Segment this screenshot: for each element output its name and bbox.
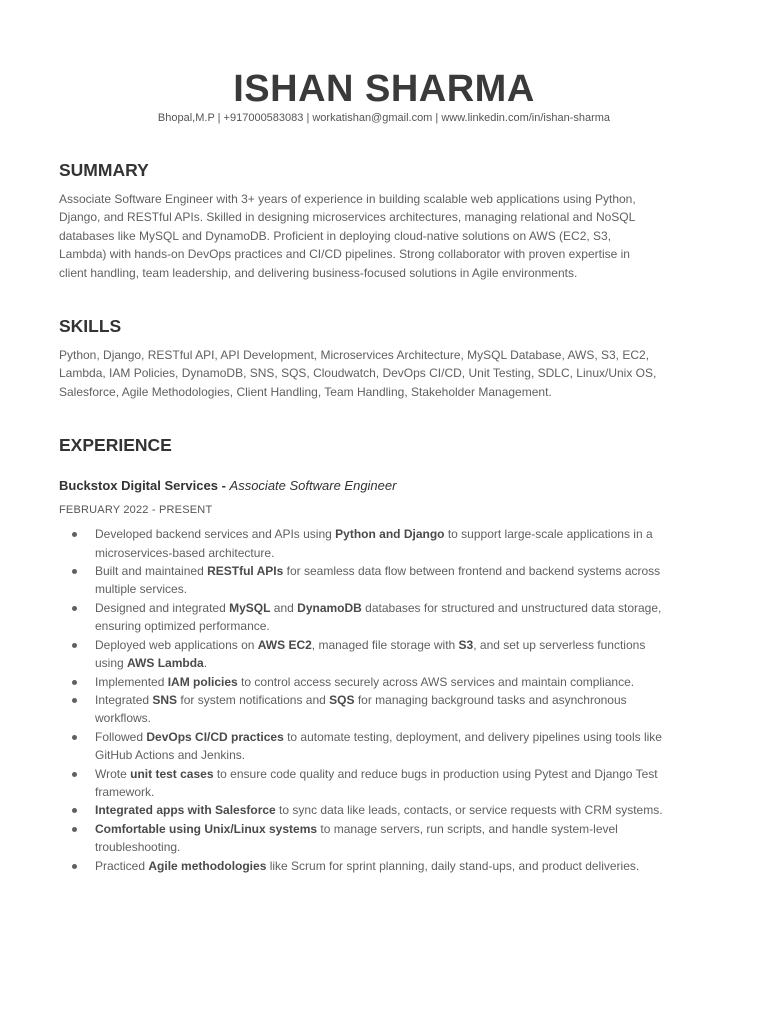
bullet-bold-text: AWS EC2 (257, 637, 312, 652)
bullet-text: Implemented (95, 674, 168, 689)
bullet-text: Developed backend services and APIs using (95, 527, 336, 542)
bullet-item (59, 525, 675, 562)
bullet-text: to sync data like leads, contacts, or service requests with CRM systems. (275, 803, 663, 818)
bullet-bold-text: S3 (458, 637, 474, 652)
bullet-bold-text: Agile methodologies (148, 858, 267, 873)
contact-line: Bhopal,M.P | +917000583083 | workatishan@gmail.com | www.linkedin.com/in/ishan-sharma (157, 112, 611, 124)
job-role: Associate Software Engineer (229, 478, 397, 494)
bullet-bold-text: RESTful APIs (207, 564, 284, 579)
summary-text: Associate Software Engineer with 3+ years of experience in building scalable web applications using Python, Django, and RESTful APIs. Skilled in designing microservices architectures, managing relational and NoSQL databases like MySQL and DynamoDB. Proficient in deploying cloud-native solutions on AWS (EC2, S3, Lambda) with hands-on DevOps practices and CI/CD pipelines. Strong collaborator with proven expertise in client handling, team leadership, and delivering business-focused solutions in Agile environments. (59, 192, 636, 280)
bullet-text: Followed (95, 729, 147, 744)
bullet-item (59, 691, 675, 728)
bullet-dot-icon (72, 772, 77, 777)
bullet-dot-icon (72, 643, 77, 648)
bullet-item (59, 820, 675, 857)
bullet-item (59, 801, 675, 819)
bullet-text: like Scrum for sprint planning, daily stand-ups, and product deliveries. (266, 858, 640, 873)
bullet-text: , managed file storage with (311, 637, 459, 652)
bullet-text: databases for structured and unstructured data storage, ensuring optimized performance. (95, 600, 662, 634)
bullet-bold-text: Comfortable using Unix/Linux systems (95, 821, 318, 836)
bullet-bold-text: DynamoDB (297, 600, 362, 615)
bullet-bold-text: IAM policies (167, 674, 238, 689)
bullet-text: Designed and integrated (95, 600, 230, 615)
bullet-dot-icon (72, 698, 77, 703)
bullet-bold-text: Integrated apps with Salesforce (95, 803, 276, 818)
bullet-dot-icon (72, 606, 77, 611)
bullet-dot-icon (72, 864, 77, 869)
bullet-item (59, 636, 675, 673)
skills-heading: SKILLS (59, 316, 122, 337)
bullet-text: Built and maintained (95, 564, 208, 579)
bullet-text: to control access securely across AWS services and maintain compliance. (237, 674, 635, 689)
bullet-text: for system notifications and (177, 692, 330, 707)
bullet-item (59, 673, 675, 691)
job-dates: FEBRUARY 2022 - PRESENT (59, 504, 213, 517)
bullet-bold-text: Python and Django (335, 527, 445, 542)
bullet-dot-icon (72, 735, 77, 740)
job-bullet-list (59, 525, 709, 875)
bullet-text: . (203, 656, 208, 671)
bullet-text: for seamless data flow between frontend and backend systems across multiple services. (95, 564, 661, 597)
bullet-text: for managing background tasks and asynchronous workflows. (95, 692, 627, 726)
bullet-text: to support large-scale applications in a microservices-based architecture. (95, 527, 653, 560)
bullet-item (59, 728, 675, 765)
bullet-bold-text: DevOps CI/CD practices (146, 729, 284, 744)
job-header (59, 477, 709, 495)
bullet-text: to automate testing, deployment, and delivery pipelines using tools like GitHub Actions and Jenkins. (95, 729, 662, 763)
bullet-bold-text: SNS (152, 692, 178, 707)
bullet-bold-text: AWS Lambda (127, 656, 204, 671)
bullet-text: to manage servers, run scripts, and handle system-level troubleshooting. (95, 821, 618, 855)
bullet-text: and (270, 600, 298, 615)
bullet-bold-text: unit test cases (130, 766, 214, 781)
bullet-text: Practiced (95, 858, 149, 873)
skills-text: Python, Django, RESTful API, API Development, Microservices Architecture, MySQL Database, AWS, S3, EC2, Lambda, IAM Policies, DynamoDB, SNS, SQS, Cloudwatch, DevOps CI/CD, Unit Testing, SDLC, Linux/Unix OS, Salesforce, Agile Methodologies, Client Handling, Team Handling, Stakeholder Management. (59, 348, 657, 399)
bullet-dot-icon (72, 827, 77, 832)
bullet-dot-icon (72, 569, 77, 574)
job-company: Buckstox Digital Services - (59, 478, 226, 494)
experience-heading: EXPERIENCE (59, 435, 172, 456)
bullet-text: Wrote (95, 766, 131, 781)
bullet-dot-icon (72, 532, 77, 537)
bullet-bold-text: MySQL (229, 600, 271, 615)
summary-heading: SUMMARY (59, 160, 149, 180)
bullet-text: , and set up serverless functions using (95, 637, 646, 671)
job-entry (59, 477, 709, 875)
candidate-name: ISHAN SHARMA (233, 68, 535, 110)
bullet-item (59, 599, 675, 636)
bullet-item (59, 765, 675, 802)
bullet-text: Integrated (95, 692, 153, 707)
bullet-text: to ensure code quality and reduce bugs in production using Pytest and Django Test framework. (95, 766, 658, 799)
bullet-text: Deployed web applications on (95, 637, 258, 652)
bullet-dot-icon (72, 808, 77, 813)
bullet-item (59, 562, 675, 599)
bullet-bold-text: SQS (329, 692, 355, 707)
bullet-dot-icon (72, 680, 77, 685)
bullet-item (59, 857, 675, 875)
